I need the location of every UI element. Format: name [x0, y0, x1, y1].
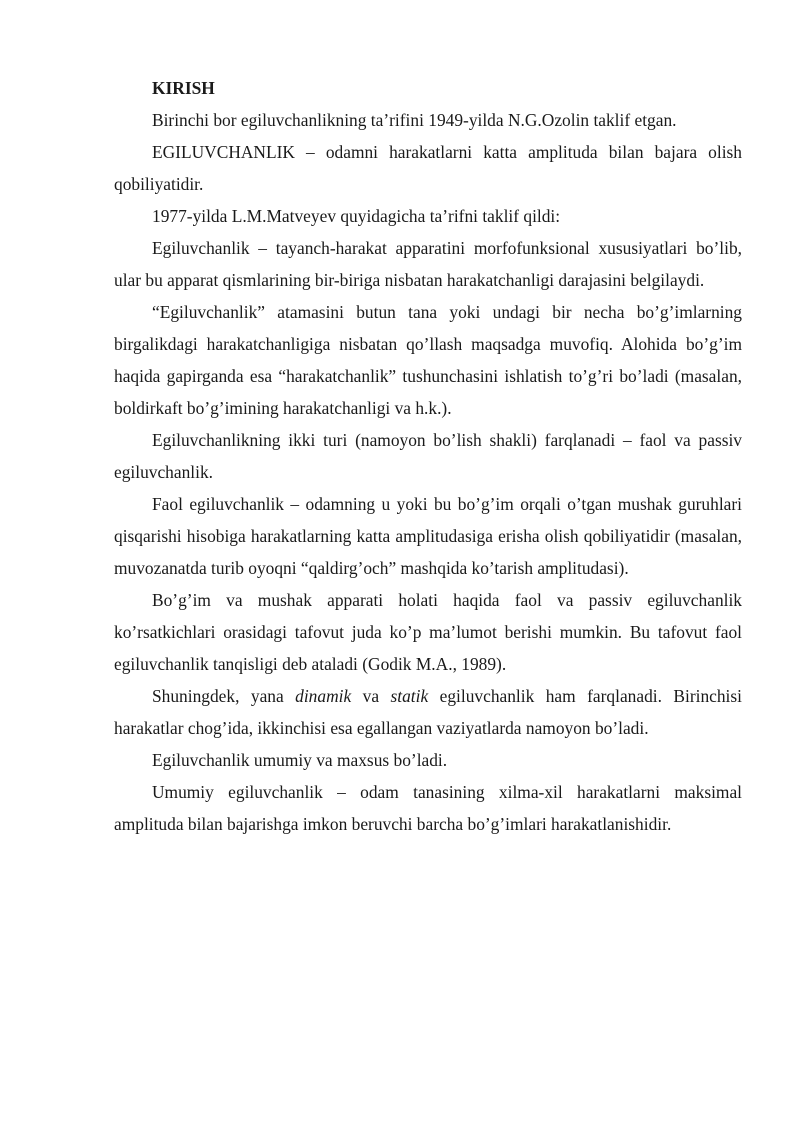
paragraph-9-text-c: egiluvchanlik ham farqlanadi. Birinchisi harakatlar chog’ida, ikkinchisi esa egallangan vaziyatlarda namoyon bo’ladi. [114, 686, 742, 738]
paragraph-9-text-b: va [351, 686, 391, 706]
term-dinamik: dinamik [295, 686, 352, 706]
paragraph-6: Egiluvchanlikning ikki turi (namoyon bo’lish shakli) farqlanadi – faol va passiv egiluvchanlik. [114, 430, 742, 482]
paragraph-9 [114, 680, 742, 744]
paragraph-9-text-a: Shuningdek, yana [152, 686, 296, 706]
paragraph-4: Egiluvchanlik – tayanch-harakat apparatini morfofunksional xususiyatlari bo’lib, ular bu apparat qismlarining bir-biriga nisbatan harakatchanligi darajasini belgilaydi. [114, 238, 742, 290]
paragraph-8: Bo’g’im va mushak apparati holati haqida faol va passiv egiluvchanlik ko’rsatkichlari orasidagi tafovut juda ko’p ma’lumot berishi mumkin. Bu tafovut faol egiluvchanlik tanqisligi deb ataladi (Godik M.A., 1989). [114, 590, 742, 674]
paragraph-2: EGILUVCHANLIK – odamni harakatlarni katta amplituda bilan bajara olish qobiliyatidir. [114, 142, 742, 194]
paragraph-7: Faol egiluvchanlik – odamning u yoki bu bo’g’im orqali o’tgan mushak guruhlari qisqarishi hisobiga harakatlarning katta amplitudasiga erisha olish qobiliyatidir (masalan, muvozanatda turib oyoqni “qaldirg’och” mashqida ko’tarish amplitudasi). [114, 494, 742, 578]
paragraph-5: “Egiluvchanlik” atamasini butun tana yoki undagi bir necha bo’g’imlarning birgalikdagi harakatchanligiga nisbatan qo’llash maqsadga muvofiq. Alohida bo’g’im haqida gapirganda esa “harakatchanlik” tushunchasini ishlatish to’g’ri bo’ladi (masalan, boldirkaft bo’g’imining harakatchanligi va h.k.). [114, 302, 742, 418]
paragraph-3: 1977-yilda L.M.Matveyev quyidagicha ta’rifni taklif qildi: [152, 206, 561, 226]
document-page [114, 72, 742, 840]
paragraph-11: Umumiy egiluvchanlik – odam tanasining xilma-xil harakatlarni maksimal amplituda bilan bajarishga imkon beruvchi barcha bo’g’imlari harakatlanishidir. [114, 782, 742, 834]
section-heading: KIRISH [152, 78, 215, 98]
paragraph-1: Birinchi bor egiluvchanlikning ta’rifini 1949-yilda N.G.Ozolin taklif etgan. [152, 110, 677, 130]
paragraph-10: Egiluvchanlik umumiy va maxsus bo’ladi. [152, 750, 448, 770]
term-statik: statik [390, 686, 429, 706]
